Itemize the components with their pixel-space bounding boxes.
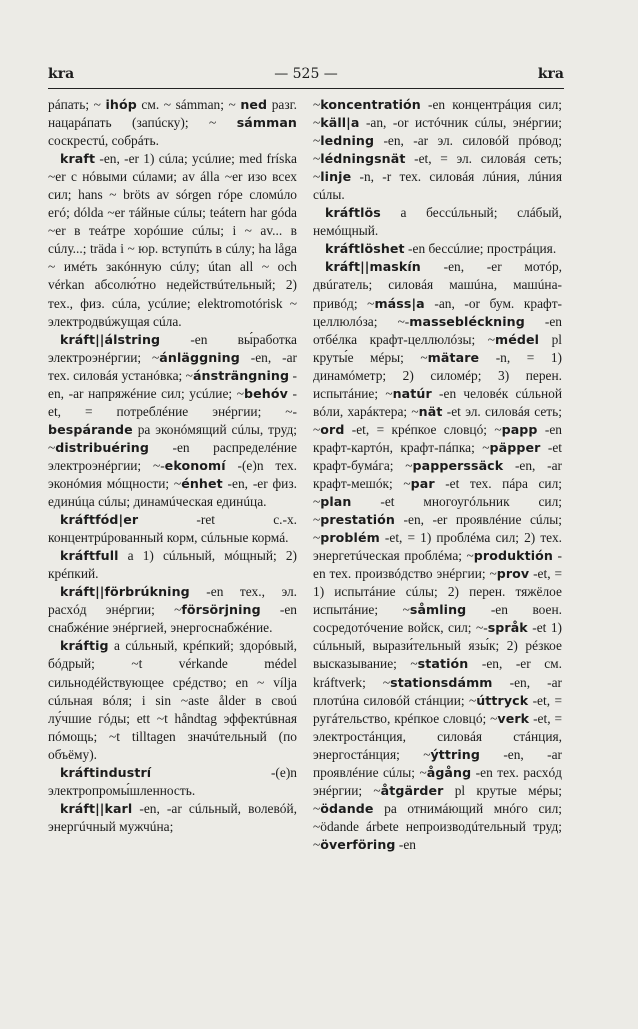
entry-text: -et, = электростáнция, силовáя стáнция, энергостáнция; ~ <box>313 710 562 762</box>
headword: ánläggning <box>159 349 240 365</box>
entry-text: -en, -ar сúльный, волевóй, энергúчный мужчúна; <box>48 800 297 834</box>
headword: såmling <box>409 602 467 618</box>
headword: kráftlöshet <box>325 241 405 257</box>
entry-text: -et, = крéпкое словцó; ~ <box>344 421 502 437</box>
dictionary-entry <box>48 583 297 637</box>
headword: nät <box>418 403 443 419</box>
entry-text: -et, = 1) испытáние сúлы; 2) перен. тяжёлое испытáние; ~ <box>313 566 562 618</box>
entry-text: -ret с.-х. концентрúрованный корм, сúльные кормá. <box>48 512 297 546</box>
headword: plan <box>320 494 352 510</box>
dictionary-entry <box>313 204 562 240</box>
entry-text: pa отнимáющий мнóго сил; ~ödande árbete непроизводúтельный труд; ~ <box>313 800 562 852</box>
headword: kráft||karl <box>60 800 133 816</box>
headword: ihóp <box>105 97 137 112</box>
headword: lédningsnät <box>320 151 406 167</box>
headword: försörjning <box>181 602 261 618</box>
entry-text: -en, -er проявлéние сúлы; ~ <box>313 512 562 546</box>
entry-text: a сúльный, крéпкий; здорóвый, бóдрый; ~t vérkande médel сильнодéйствующее срéдство; en ~ vílja сúльная вóля; i sin ~aste ålder в своú лу́чшие гóды; ett ~t håndtag эффектúвная пóмощь; ~t tilltagen значúтельный (по объёму). <box>48 638 297 762</box>
dictionary-entry <box>313 240 562 258</box>
entry-text: -et, = 1) проблéма сил; 2) тех. энергетúческая проблéма; ~ <box>313 530 562 564</box>
entry-text: pa эконóмящий сúлы, труд; ~ <box>48 421 297 455</box>
headword: papp <box>501 421 538 437</box>
entry-text: -en, -er физ. единúца сúлы; динамúческая единúца. <box>48 475 297 510</box>
entry-text: -an, -or бум. крафт-целлюлóза; ~- <box>313 295 562 329</box>
headword: úttryck <box>476 692 529 708</box>
entry-text: -et крафт-бумáга; ~ <box>313 439 562 473</box>
entry-text: -(e)n тех. эконóмия мóщности; ~ <box>48 457 298 491</box>
headword: kráft||förbrúkning <box>60 584 190 600</box>
dictionary-entry <box>48 331 297 511</box>
entry-text: -en тех. произвóдство энéргии; ~ <box>313 548 562 582</box>
headword: ödande <box>320 800 374 816</box>
entry-text: -en, -er 1) сúла; усúлие; med fríska ~er с нóвыми сúлами; av álla ~er изо всех сил; hans ~ bröts av sórgen гóре сломúло егó; dólda ~er тáйные сúлы; teátern har góda ~er в теáтре хорóшие сúлы; i ~ av... в сúлу...; träda i ~ юр. вступúть в сúлу; ha låga ~ имéть закóнную сúлу; útan all ~ och vérkan абсолю́тно недействúтельный; 2) тех., физ. сúла, усúлие; elektromotórisk ~ электродвúжущая сúла. <box>48 151 297 329</box>
dictionary-entry <box>48 764 297 800</box>
headword: ord <box>320 421 345 437</box>
headword: massebléckning <box>409 313 525 329</box>
entry-text: разг. нацарáпать (запúску); ~ <box>48 97 297 131</box>
headword: énhet <box>181 475 223 491</box>
entry-text: -en тех., эл. расхóд энéргии; ~ <box>48 584 297 618</box>
headword: koncentratión <box>320 97 421 112</box>
headword: prestatión <box>320 512 395 528</box>
headword: kráftig <box>60 638 109 654</box>
entry-text: -en снабжéние энéргией, энергоснабжéние. <box>48 602 297 636</box>
header-right-guide-word: kra <box>537 66 564 82</box>
entry-text: ~ <box>313 97 321 112</box>
dictionary-entry <box>48 96 297 150</box>
entry-text: -et эл. силовáя сеть; ~ <box>313 403 562 437</box>
headword: kráft||álstring <box>60 331 161 347</box>
headword: problém <box>320 530 380 546</box>
entry-text: pl круты́е мéры; ~ <box>313 331 563 365</box>
headword: médel <box>495 331 540 347</box>
headword: språk <box>487 620 528 636</box>
left-column <box>48 96 297 836</box>
headword: kraft <box>60 151 96 167</box>
entry-text: рáпать; ~ <box>48 97 106 112</box>
entry-text: -en человéк сúльной вóли, харáктера; ~ <box>313 385 562 419</box>
headword: käll|a <box>320 115 360 131</box>
dictionary-entry <box>48 637 297 763</box>
entry-text: -et, = ругáтельство, крéпкое словцó; ~ <box>313 692 563 726</box>
headword: åtgärder <box>380 782 444 798</box>
entry-text: -en бессúлие; прострáция. <box>404 241 557 257</box>
headword: stationsdámm <box>390 674 493 690</box>
entry-text: -an, -or истóчник сúлы, энéргии; ~ <box>313 115 562 149</box>
entry-text: -en, -ar крафт-мешóк; ~ <box>313 457 562 491</box>
entry-text: pl крутые мéры; ~ <box>313 782 562 816</box>
headword: mätare <box>427 349 480 365</box>
headword: kráftindustrí <box>60 764 152 780</box>
headword: bespárande <box>48 421 133 437</box>
headword: natúr <box>392 385 432 401</box>
entry-text: -en, -ar тех. силовáя устанóвка; ~ <box>48 349 297 383</box>
headword: statión <box>417 656 469 672</box>
headword: ekonomí <box>164 457 226 473</box>
headword: sámman <box>236 115 297 131</box>
headword: produktión <box>473 548 553 564</box>
entry-text: -n, = 1) динамóметр; 2) силомéр; 3) перен. испытáние; ~ <box>313 349 562 401</box>
headword: överföring <box>320 836 396 852</box>
entry-text: -et 1) сúльный, вырази́тельный язы́к; 2) рéзкое высказывание; ~ <box>313 620 562 672</box>
entry-text: a бессúльный; слáбый, немóщный. <box>313 205 562 239</box>
headword: kráftfód|er <box>60 512 139 528</box>
entry-text: -en воен. сосредотóчение войск, сил; ~- <box>313 602 562 636</box>
entry-text: -en, -ar плотúна силовóй стáнции; ~ <box>313 674 562 708</box>
entry-text: -en, -ar эл. силовóй прóвод; ~ <box>313 133 562 167</box>
entry-text: -en, -er мотóр, двúгатель; силовáя машúна, машúна-привóд; ~ <box>313 259 562 311</box>
headword: verk <box>497 710 530 726</box>
headword: ýttring <box>430 746 480 762</box>
entry-text: -et тех. пáра сил; ~ <box>313 475 563 510</box>
page-header <box>48 64 564 86</box>
dictionary-entry <box>48 150 297 330</box>
headword: ledning <box>320 133 375 149</box>
entry-text: -en, -er см. kráftverk; ~ <box>313 656 562 690</box>
headword: linje <box>320 169 352 185</box>
entry-text: -et многоугóльник сил; ~ <box>313 494 562 528</box>
entry-text: -en, -ar проявлéние сúлы; ~ <box>313 746 562 780</box>
headword: ågång <box>426 764 472 780</box>
entry-text: соскрестú, собрáть. <box>48 133 159 149</box>
entry-text: -en вы́работка электроэнéргии; ~ <box>48 331 297 365</box>
dictionary-entry <box>48 800 297 836</box>
entry-text: -et, = потреблéние энéргии; ~- <box>48 385 297 419</box>
entry-text: -en крафт-картóн, крафт-пáпка; ~ <box>313 421 562 455</box>
headword: distribuéring <box>55 439 149 455</box>
headword: ned <box>240 97 268 112</box>
headword: par <box>410 475 435 491</box>
headword: kráft||maskín <box>325 259 421 275</box>
headword: behóv <box>244 385 288 401</box>
entry-text: -en тех. расхóд энéргии; ~ <box>313 764 562 798</box>
entry-text: -en, -ar напряжéние сил; усúлие; ~ <box>48 367 297 401</box>
right-column <box>313 96 562 854</box>
entry-text: -n, -r тех. силовáя лúния, лúния сúлы. <box>313 169 562 203</box>
dictionary-entry <box>48 547 297 583</box>
entry-text: -en <box>395 836 416 852</box>
headword: prov <box>496 566 530 582</box>
entry-text: -(e)n электропромы́шленность. <box>48 764 297 798</box>
entry-text: см. ~ sámman; ~ <box>136 97 241 112</box>
entry-text: a 1) сúльный, мóщный; 2) крéпкий. <box>48 548 297 582</box>
page-number: — 525 — <box>274 66 338 82</box>
dictionary-entry <box>313 96 562 204</box>
headword: kráftlös <box>325 205 381 221</box>
entry-text: -en распределéние электроэнéргии; ~- <box>48 439 297 473</box>
headword: máss|a <box>374 295 425 311</box>
headword: kráftfull <box>60 548 119 564</box>
dictionary-entry <box>313 258 562 854</box>
dictionary-entry <box>48 511 297 547</box>
headword: papperssäck <box>412 457 504 473</box>
header-rule <box>48 88 564 89</box>
headword: päpper <box>489 439 541 455</box>
header-left-guide-word: kra <box>48 66 75 82</box>
entry-text: -en концентрáция сил; ~ <box>313 97 562 131</box>
entry-text: -en отбéлка крафт-целлюлóзы; ~ <box>313 313 563 347</box>
entry-text: -et, = эл. силовáя сеть; ~ <box>313 151 562 185</box>
headword: ánsträngning <box>192 367 290 383</box>
